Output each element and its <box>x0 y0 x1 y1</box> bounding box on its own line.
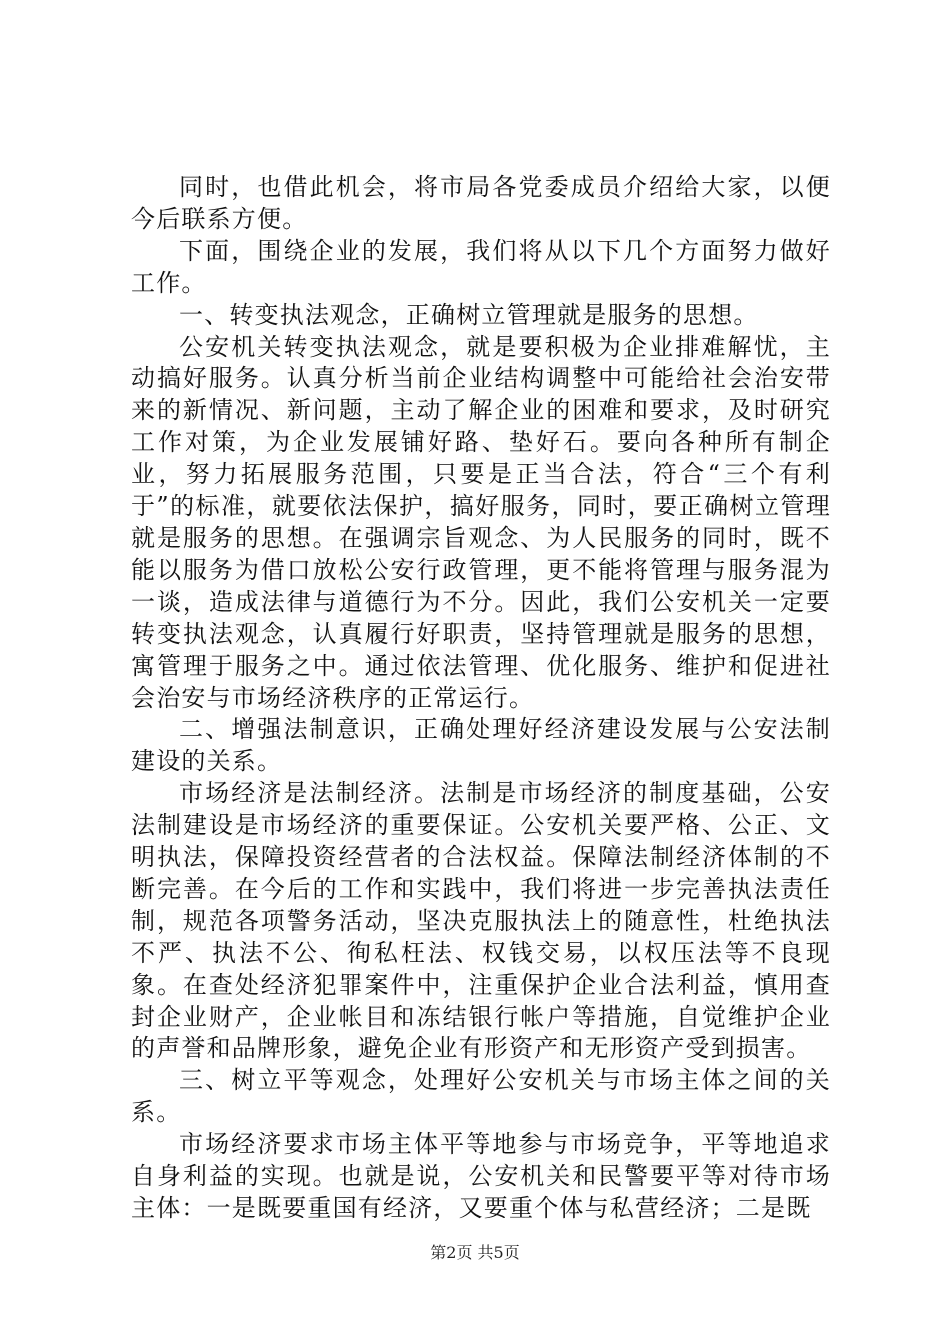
document-body <box>131 172 831 1225</box>
paragraph-section-3: 市场经济要求市场主体平等地参与市场竞争，平等地追求自身利益的实现。也就是说，公安机关和民警要平等对待市场主体：一是既要重国有经济，又要重个体与私营经济；二是既 <box>131 1130 831 1222</box>
paragraph-intro: 同时，也借此机会，将市局各党委成员介绍给大家，以便今后联系方便。 <box>131 173 831 233</box>
section-heading-3: 三、树立平等观念，处理好公安机关与市场主体之间的关系。 <box>131 1066 831 1127</box>
page-footer: 第2页 共5页 <box>430 1243 520 1262</box>
section-heading-1: 一、转变执法观念，正确树立管理就是服务的思想。 <box>179 300 759 329</box>
paragraph-overview: 下面，围绕企业的发展，我们将从以下几个方面努力做好工作。 <box>131 236 831 297</box>
paragraph-section-2: 市场经济是法制经济。法制是市场经济的制度基础，公安法制建设是市场经济的重要保证。公安机关要严格、公正、文明执法，保障投资经营者的合法权益。保障法制经济体制的不断完善。在今后的工作和实践中，我们将进一步完善执法责任制，规范各项警务活动，坚决克服执法上的随意性，杜绝执法不严、执法不公、徇私枉法、权钱交易，以权压法等不良现象。在查处经济犯罪案件中，注重保护企业合法利益，慎用查封企业财产，企业帐目和冻结银行帐户等措施，自觉维护企业的声誉和品牌形象，避免企业有形资产和无形资产受到损害。 <box>131 779 831 1063</box>
section-heading-2: 二、增强法制意识，正确处理好经济建设发展与公安法制建设的关系。 <box>131 715 831 776</box>
paragraph-section-1: 公安机关转变执法观念，就是要积极为企业排难解忧，主动搞好服务。认真分析当前企业结构调整中可能给社会治安带来的新情况、新问题，主动了解企业的困难和要求，及时研究工作对策，为企业发展铺好路、垫好石。要向各种所有制企业，努力拓展服务范围，只要是正当合法，符合“三个有利于”的标准，就要依法保护，搞好服务，同时，要正确树立管理就是服务的思想。在强调宗旨观念、为人民服务的同时，既不能以服务为借口放松公安行政管理，更不能将管理与服务混为一谈，造成法律与道德行为不分。因此，我们公安机关一定要转变执法观念，认真履行好职责，坚持管理就是服务的思想，寓管理于服务之中。通过依法管理、优化服务、维护和促进社会治安与市场经济秩序的正常运行。 <box>131 332 831 712</box>
